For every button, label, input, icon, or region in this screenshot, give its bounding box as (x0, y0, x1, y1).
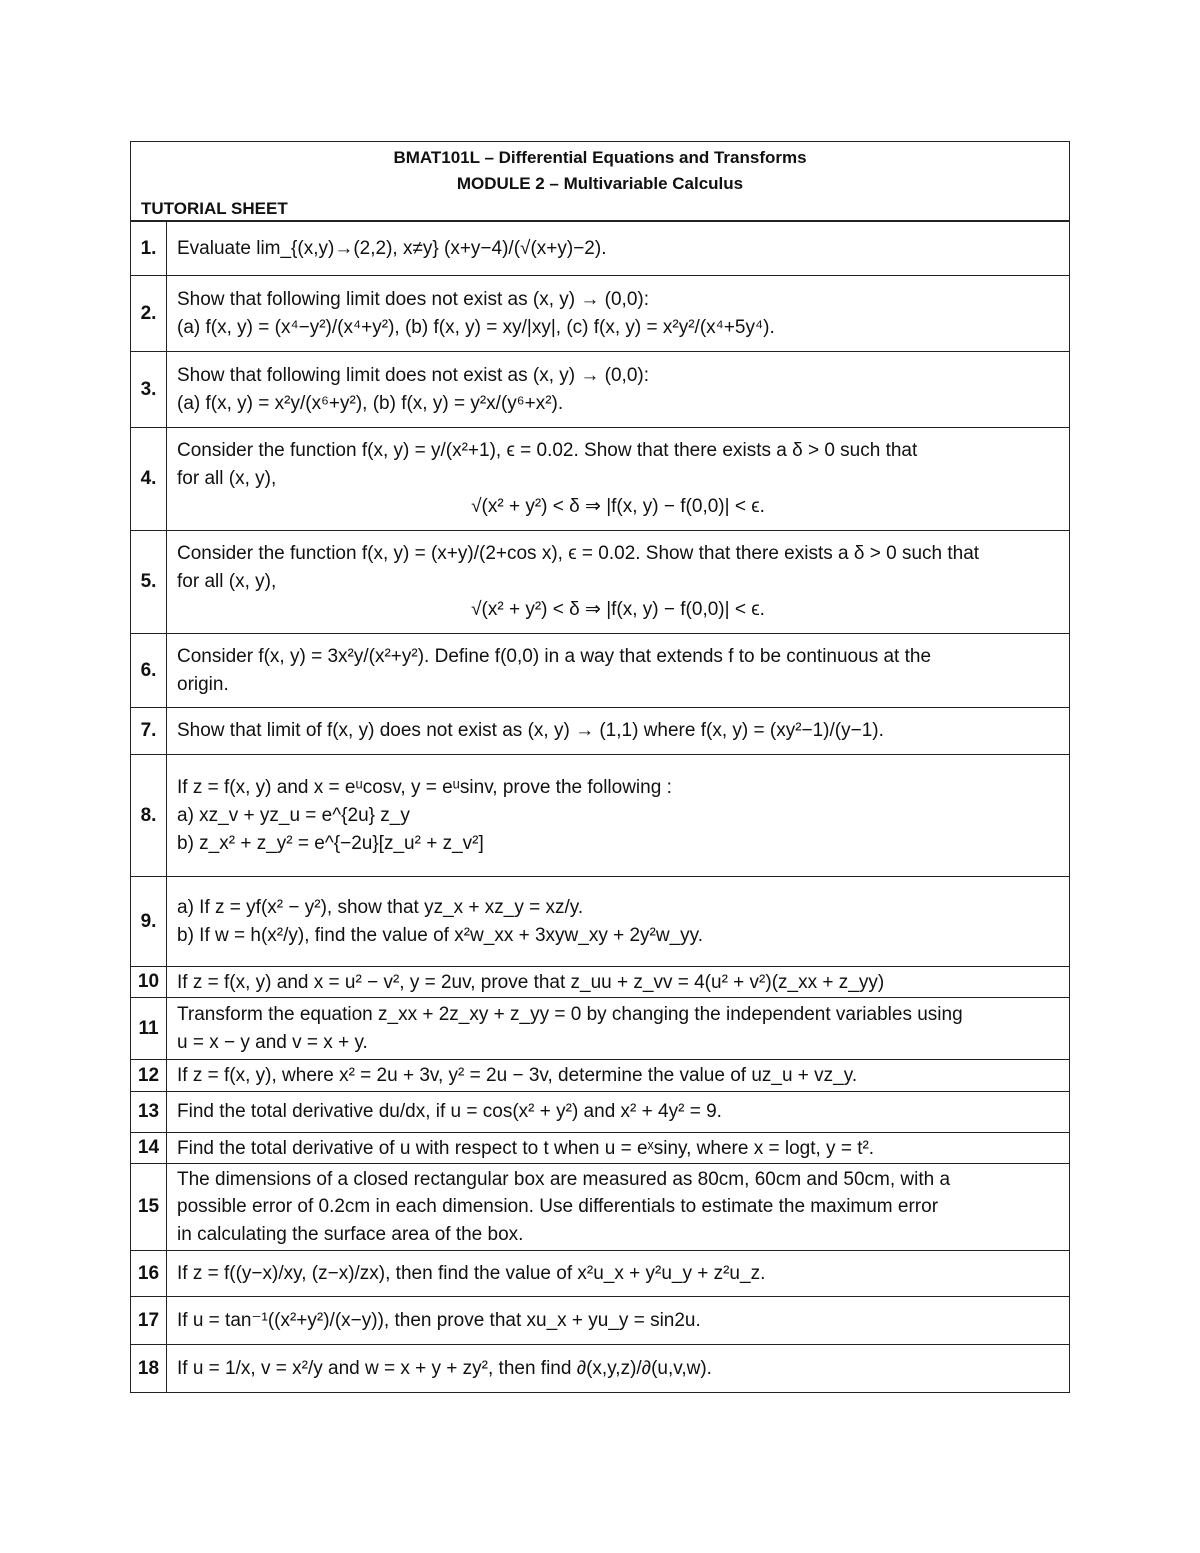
problem-number: 11 (131, 998, 167, 1059)
problem-text: If u = 1/x, v = x²/y and w = x + y + zy², then find ∂(x,y,z)/∂(u,v,w). (177, 1357, 712, 1379)
problem-row-9 (131, 877, 1069, 967)
problem-row-6 (131, 634, 1069, 708)
problem-text: for all (x, y), (177, 468, 277, 489)
problem-row-16 (131, 1251, 1069, 1297)
problem-row-11 (131, 998, 1069, 1060)
problem-row-1 (131, 222, 1069, 276)
problem-row-3 (131, 352, 1069, 428)
problem-number: 9. (131, 877, 167, 966)
problem-text: If z = f((y−x)/xy, (z−x)/zx), then find the value of x²u_x + y²u_y + z²u_z. (177, 1262, 766, 1284)
problem-text: If u = tan⁻¹((x²+y²)/(x−y)), then prove that xu_x + yu_y = sin2u. (177, 1309, 701, 1331)
module-title: MODULE 2 – Multivariable Calculus (456, 174, 744, 193)
problem-row-10 (131, 967, 1069, 998)
problem-row-8 (131, 755, 1069, 877)
problem-text: If z = f(x, y) and x = u² − v², y = 2uv, prove that z_uu + z_vv = 4(u² + v²)(z_xx + z_yy) (177, 972, 885, 993)
sheet-label: TUTORIAL SHEET (141, 199, 288, 218)
problem-number: 5. (131, 531, 167, 633)
problem-row-13 (131, 1092, 1069, 1133)
problem-text: Evaluate lim_{(x,y)→(2,2), x≠y} (x+y−4)/(√(x+y)−2). (177, 237, 607, 259)
table-header (131, 142, 1069, 222)
problem-number: 13 (131, 1092, 167, 1132)
problem-row-2 (131, 276, 1069, 352)
problem-number: 16 (131, 1251, 167, 1296)
problem-text: (a) f(x, y) = x²y/(x⁶+y²), (b) f(x, y) = y²x/(y⁶+x²). (177, 392, 564, 414)
problem-number: 4. (131, 428, 167, 530)
problem-row-17 (131, 1297, 1069, 1345)
problem-text: possible error of 0.2cm in each dimension. Use differentials to estimate the maximum error (177, 1196, 939, 1218)
problem-text: Consider the function f(x, y) = (x+y)/(2+cos x), ϵ = 0.02. Show that there exists a δ > 0 such that (177, 543, 980, 564)
problem-number: 2. (131, 276, 167, 351)
problem-number: 8. (131, 755, 167, 876)
problem-text: Consider f(x, y) = 3x²y/(x²+y²). Define f(0,0) in a way that extends f to be continuous at the (177, 645, 932, 667)
problem-number: 15 (131, 1164, 167, 1250)
problem-row-7 (131, 708, 1069, 755)
problem-row-18 (131, 1345, 1069, 1392)
problem-number: 1. (131, 222, 167, 275)
problem-text: Show that limit of f(x, y) does not exist as (x, y) → (1,1) where f(x, y) = (xy²−1)/(y−1). (177, 720, 884, 741)
problem-text: Show that following limit does not exist as (x, y) → (0,0): (177, 364, 650, 386)
problem-text: Show that following limit does not exist as (x, y) → (0,0): (177, 288, 650, 310)
problem-text: (a) f(x, y) = (x⁴−y²)/(x⁴+y²), (b) f(x, y) = xy/|xy|, (c) f(x, y) = x²y²/(x⁴+5y⁴). (177, 316, 775, 338)
problem-text: Find the total derivative du/dx, if u = cos(x² + y²) and x² + 4y² = 9. (177, 1101, 722, 1122)
problem-row-4 (131, 428, 1069, 531)
problem-number: 18 (131, 1345, 167, 1392)
problem-text: u = x − y and v = x + y. (177, 1031, 368, 1053)
problem-row-12 (131, 1060, 1069, 1092)
problem-text: a) xz_v + yz_u = e^{2u} z_y (177, 804, 410, 826)
problem-text: √(x² + y²) < δ ⇒ |f(x, y) − f(0,0)| < ϵ. (471, 599, 765, 620)
problem-row-5 (131, 531, 1069, 634)
problem-text: b) z_x² + z_y² = e^{−2u}[z_u² + z_v²] (177, 832, 484, 854)
course-title: BMAT101L – Differential Equations and Transforms (393, 148, 807, 167)
problem-number: 10 (131, 967, 167, 997)
tutorial-table (130, 141, 1070, 1393)
problem-text: in calculating the surface area of the box. (177, 1223, 524, 1245)
problem-text: √(x² + y²) < δ ⇒ |f(x, y) − f(0,0)| < ϵ. (471, 496, 765, 517)
problem-text: for all (x, y), (177, 571, 277, 592)
problem-text: Consider the function f(x, y) = y/(x²+1), ϵ = 0.02. Show that there exists a δ > 0 such that (177, 440, 918, 461)
problem-text: origin. (177, 673, 229, 695)
problem-number: 3. (131, 352, 167, 427)
problem-number: 6. (131, 634, 167, 707)
problem-text: a) If z = yf(x² − y²), show that yz_x + xz_y = xz/y. (177, 896, 584, 918)
problem-row-15 (131, 1164, 1069, 1251)
problem-text: Transform the equation z_xx + 2z_xy + z_yy = 0 by changing the independent variables using (177, 1003, 963, 1025)
problem-number: 17 (131, 1297, 167, 1344)
problem-number: 14 (131, 1133, 167, 1163)
problem-number: 12 (131, 1060, 167, 1091)
problem-text: If z = f(x, y), where x² = 2u + 3v, y² = 2u − 3v, determine the value of uz_u + vz_y. (177, 1065, 858, 1086)
problem-text: b) If w = h(x²/y), find the value of x²w_xx + 3xyw_xy + 2y²w_yy. (177, 924, 704, 946)
problem-number: 7. (131, 708, 167, 754)
problem-text: Find the total derivative of u with respect to t when u = eˣsiny, where x = logt, y = t². (177, 1138, 875, 1159)
problem-text: The dimensions of a closed rectangular box are measured as 80cm, 60cm and 50cm, with a (177, 1169, 951, 1190)
problem-row-14 (131, 1133, 1069, 1164)
problem-text: If z = f(x, y) and x = eᵘcosv, y = eᵘsinv, prove the following : (177, 776, 672, 798)
